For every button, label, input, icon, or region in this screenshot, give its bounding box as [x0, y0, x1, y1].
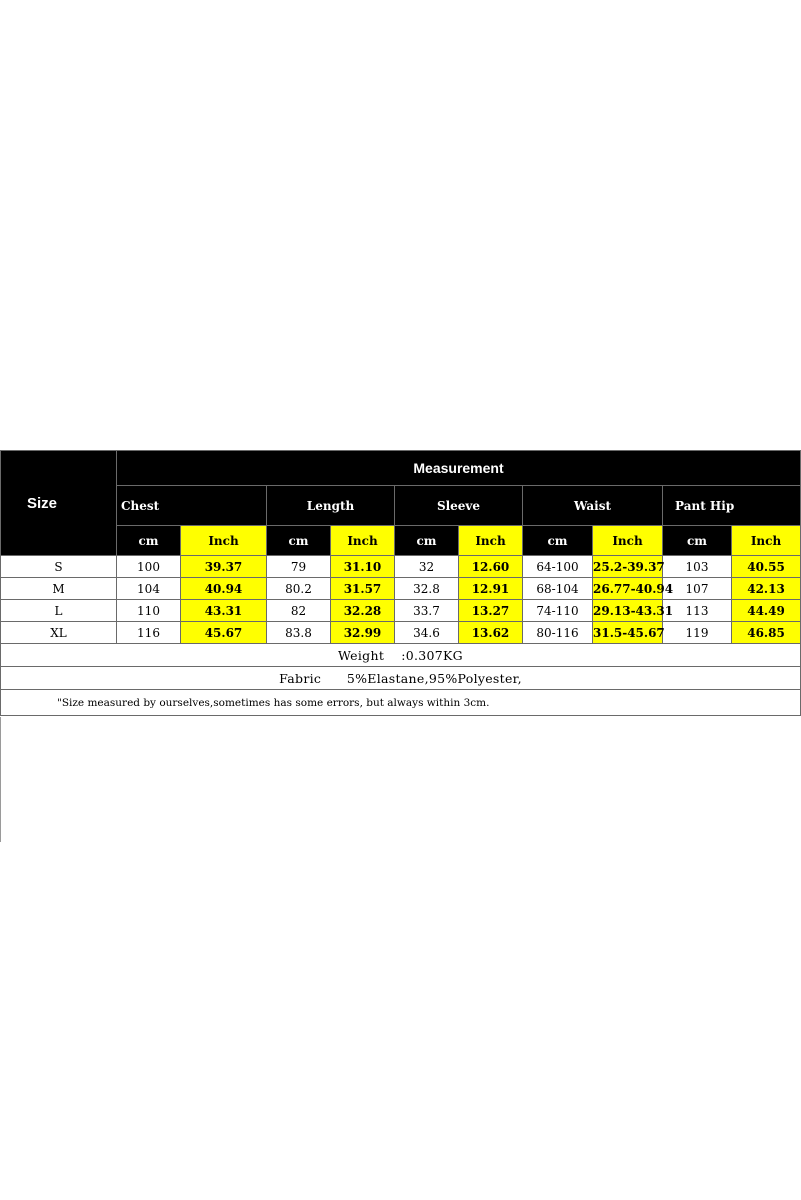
unit-header-row — [1, 526, 801, 556]
table-row — [1, 600, 801, 622]
group-header-pant-hip: Pant Hip — [663, 486, 801, 526]
size-cell: M — [1, 578, 117, 600]
chest-inch-cell: 45.67 — [181, 622, 267, 644]
measurement-header: Measurement — [117, 451, 801, 486]
size-header: Size — [1, 451, 117, 556]
hip-cm-cell: 103 — [663, 556, 732, 578]
unit-inch: Inch — [181, 526, 267, 556]
unit-cm: cm — [523, 526, 593, 556]
length-inch-cell: 31.10 — [331, 556, 395, 578]
note-row — [1, 690, 801, 716]
sleeve-inch-cell: 13.27 — [459, 600, 523, 622]
table-row — [1, 556, 801, 578]
unit-cm: cm — [117, 526, 181, 556]
table-row — [1, 578, 801, 600]
hip-inch-cell: 44.49 — [732, 600, 801, 622]
sleeve-cm-cell: 32 — [395, 556, 459, 578]
chest-cm-cell: 116 — [117, 622, 181, 644]
sleeve-cm-cell: 33.7 — [395, 600, 459, 622]
sleeve-cm-cell: 34.6 — [395, 622, 459, 644]
length-inch-cell: 32.99 — [331, 622, 395, 644]
size-cell: S — [1, 556, 117, 578]
weight-row — [1, 644, 801, 667]
length-cm-cell: 82 — [267, 600, 331, 622]
size-cell: XL — [1, 622, 117, 644]
unit-inch: Inch — [331, 526, 395, 556]
group-header-length: Length — [267, 486, 395, 526]
waist-cm-cell: 68-104 — [523, 578, 593, 600]
hip-inch-cell: 46.85 — [732, 622, 801, 644]
unit-cm: cm — [267, 526, 331, 556]
hip-cm-cell: 119 — [663, 622, 732, 644]
sleeve-inch-cell: 12.91 — [459, 578, 523, 600]
unit-cm: cm — [395, 526, 459, 556]
sleeve-inch-cell: 12.60 — [459, 556, 523, 578]
chest-inch-cell: 43.31 — [181, 600, 267, 622]
group-header-chest: Chest — [117, 486, 267, 526]
waist-inch-cell: 31.5-45.67 — [593, 622, 663, 644]
hip-inch-cell: 42.13 — [732, 578, 801, 600]
chest-cm-cell: 104 — [117, 578, 181, 600]
length-cm-cell: 83.8 — [267, 622, 331, 644]
waist-cm-cell: 74-110 — [523, 600, 593, 622]
size-cell: L — [1, 600, 117, 622]
measurement-header-row — [1, 451, 801, 486]
chest-inch-cell: 40.94 — [181, 578, 267, 600]
waist-inch-cell: 26.77-40.94 — [593, 578, 663, 600]
fabric-info: Fabric 5%Elastane,95%Polyester, — [1, 667, 801, 690]
chest-inch-cell: 39.37 — [181, 556, 267, 578]
table-row — [1, 622, 801, 644]
chest-cm-cell: 110 — [117, 600, 181, 622]
measurement-note: "Size measured by ourselves,sometimes has some errors, but always within 3cm. — [1, 690, 801, 716]
waist-inch-cell: 25.2-39.37 — [593, 556, 663, 578]
size-table — [0, 450, 801, 716]
unit-cm: cm — [663, 526, 732, 556]
waist-cm-cell: 64-100 — [523, 556, 593, 578]
sleeve-inch-cell: 13.62 — [459, 622, 523, 644]
length-inch-cell: 32.28 — [331, 600, 395, 622]
weight-info: Weight :0.307KG — [1, 644, 801, 667]
length-inch-cell: 31.57 — [331, 578, 395, 600]
hip-cm-cell: 107 — [663, 578, 732, 600]
fabric-row — [1, 667, 801, 690]
waist-inch-cell: 29.13-43.31 — [593, 600, 663, 622]
sleeve-cm-cell: 32.8 — [395, 578, 459, 600]
hip-inch-cell: 40.55 — [732, 556, 801, 578]
group-header-waist: Waist — [523, 486, 663, 526]
unit-inch: Inch — [593, 526, 663, 556]
group-header-row — [1, 486, 801, 526]
hip-cm-cell: 113 — [663, 600, 732, 622]
unit-inch: Inch — [459, 526, 523, 556]
group-header-sleeve: Sleeve — [395, 486, 523, 526]
length-cm-cell: 80.2 — [267, 578, 331, 600]
waist-cm-cell: 80-116 — [523, 622, 593, 644]
length-cm-cell: 79 — [267, 556, 331, 578]
unit-inch: Inch — [732, 526, 801, 556]
size-chart — [0, 450, 800, 716]
chest-cm-cell: 100 — [117, 556, 181, 578]
frame-edge — [0, 717, 1, 842]
